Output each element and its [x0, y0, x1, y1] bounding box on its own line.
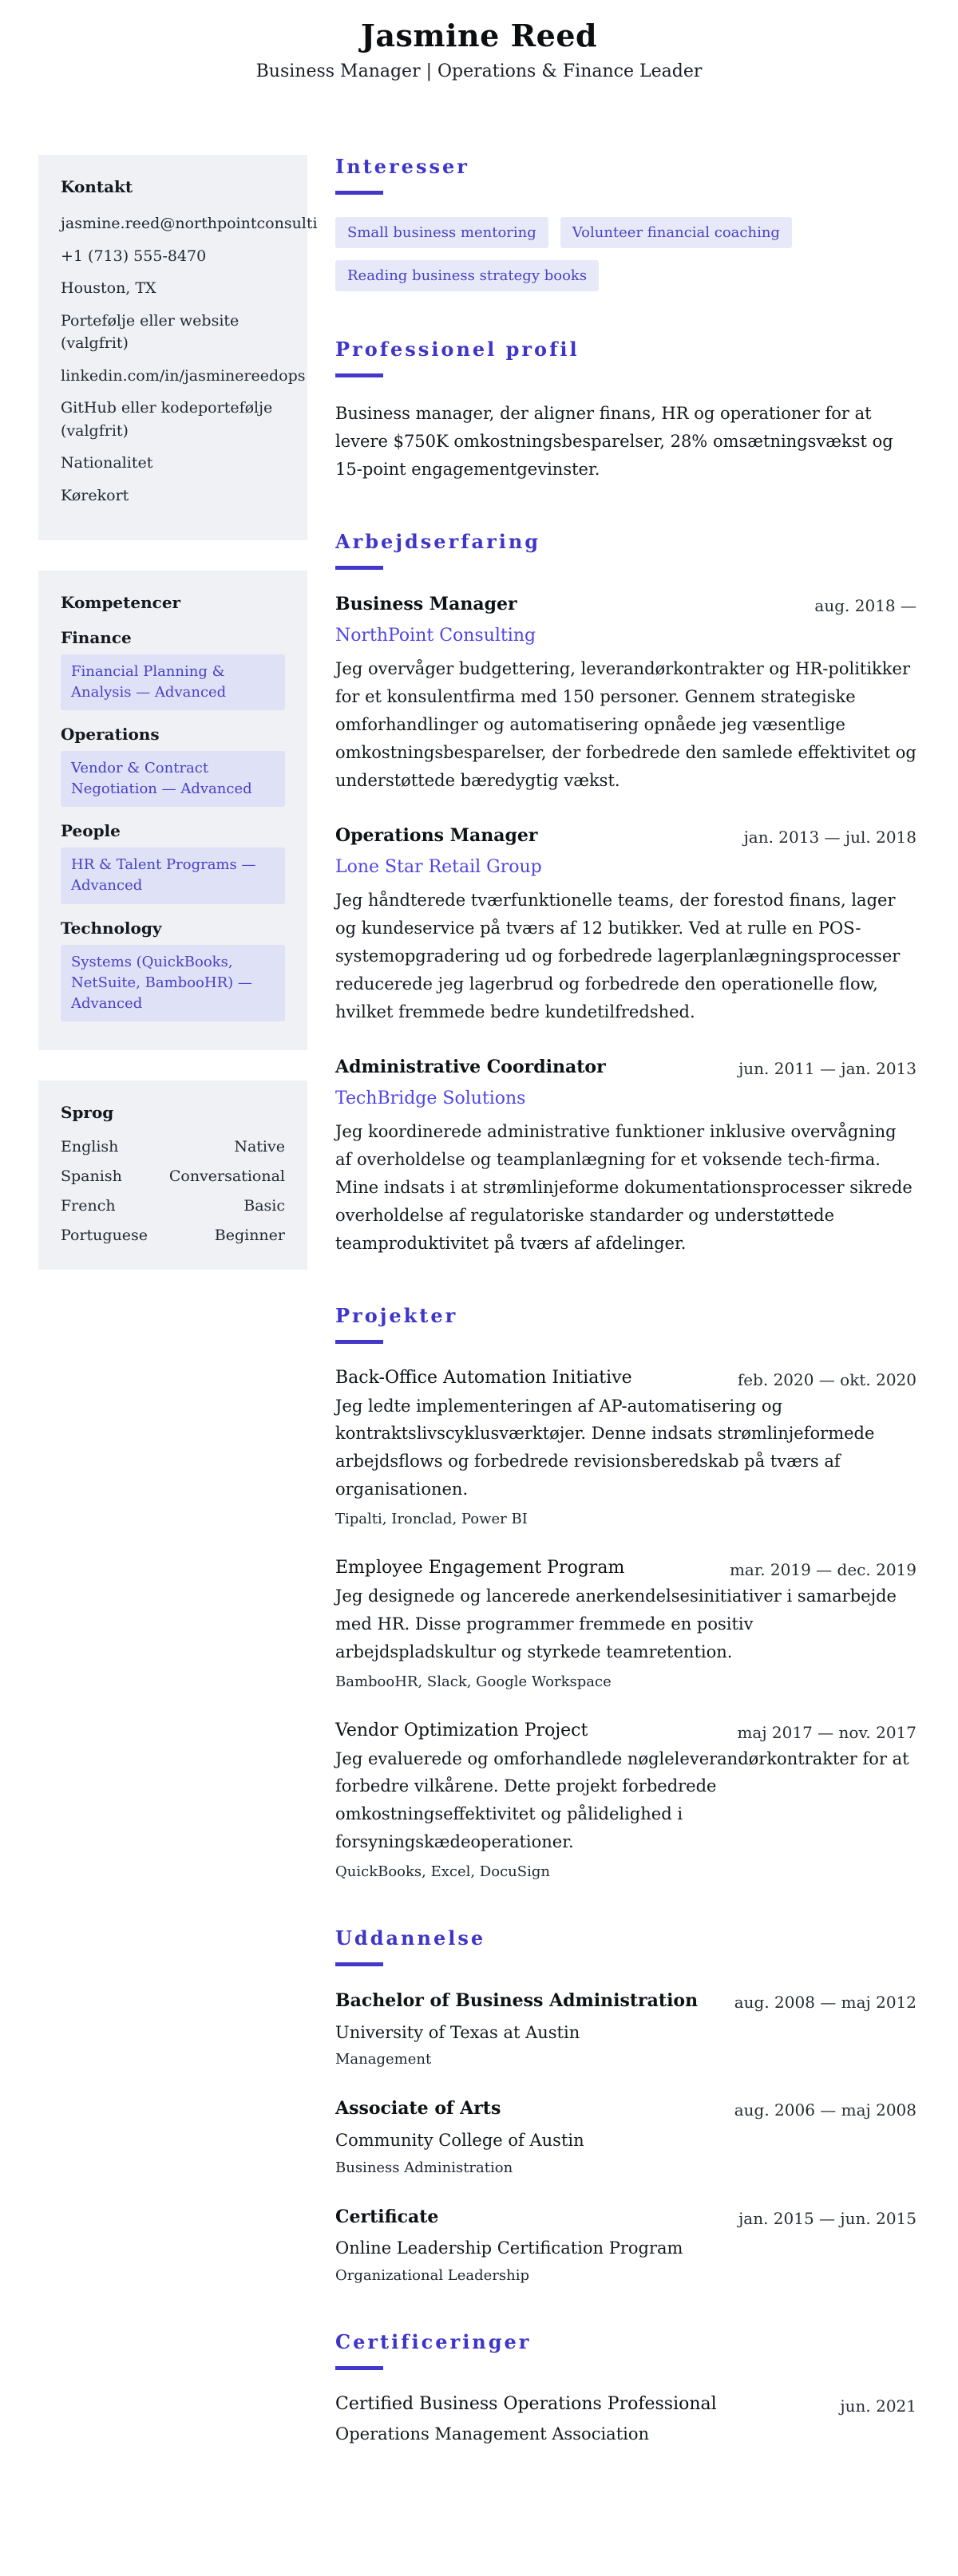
- project-title: Back-Office Automation Initiative: [335, 1367, 632, 1388]
- field-of-study: Management: [335, 2051, 432, 2068]
- contact-drivers-license: Kørekort: [61, 486, 129, 504]
- experience-heading: Arbejdserfaring: [335, 529, 541, 553]
- project-dates: feb. 2020 — okt. 2020: [737, 1369, 916, 1389]
- language-row: [61, 1167, 285, 1185]
- skill-group: [61, 725, 285, 807]
- education-details: [335, 2096, 584, 2175]
- project-description: Jeg designede og lancerede anerkendelsesinitiativer i samarbejde med HR. Disse programmer fremmede en positiv arbejdspladskultur og styrkede teamretention.: [335, 1586, 897, 1661]
- profile-heading: Professionel profil: [335, 338, 580, 361]
- degree-name: Associate of Arts: [335, 2098, 501, 2120]
- section-education: [335, 1926, 916, 2284]
- language-level: Native: [234, 1137, 285, 1156]
- education-heading: Uddannelse: [335, 1926, 486, 1950]
- section-underline: [335, 1962, 383, 1966]
- certification-name: Certified Business Operations Professional: [335, 2393, 717, 2414]
- language-row: [61, 1197, 285, 1215]
- language-row: [61, 1227, 285, 1244]
- skill-category: People: [61, 821, 121, 841]
- languages-box: [38, 1081, 307, 1270]
- job-entry: [335, 824, 916, 1026]
- person-name: Jasmine Reed: [360, 18, 598, 53]
- project-dates: mar. 2019 — dec. 2019: [729, 1559, 916, 1579]
- contact-linkedin[interactable]: linkedin.com/in/jasminereedops: [61, 366, 306, 385]
- job-title: Operations Manager: [335, 824, 538, 846]
- project-title: Employee Engagement Program: [335, 1557, 625, 1578]
- school-name: Online Leadership Certification Program: [335, 2238, 683, 2258]
- project-description: Jeg ledte implementeringen af AP-automatisering og kontraktslivscyklusværktøjer. Denne indsats strømlinjeformede arbejdsflows og forbedrede revisionsberedskab på tværs af organisationen.: [335, 1396, 875, 1499]
- job-dates: aug. 2018 —: [814, 595, 916, 615]
- education-details: [335, 1989, 698, 2068]
- section-certifications: [335, 2330, 916, 2444]
- project-tools: BambooHR, Slack, Google Workspace: [335, 1673, 612, 1690]
- projects-heading: Projekter: [335, 1303, 458, 1327]
- certification-date: jun. 2021: [840, 2396, 916, 2416]
- profile-text: Business manager, der aligner finans, HR og operationer for at levere $750K omkostningsbesparelser, 28% omsætningsvækst og 15-point engagementgevinster.: [335, 404, 893, 479]
- field-of-study: Business Administration: [335, 2159, 513, 2176]
- school-name: University of Texas at Austin: [335, 2022, 580, 2042]
- job-header: [335, 592, 916, 618]
- language-level: Conversational: [168, 1167, 285, 1185]
- language-level: Basic: [243, 1196, 285, 1215]
- project-description: Jeg evaluerede og omforhandlede nøgleleverandørkontrakter for at forbedre vilkårene. Dette projekt forbedrede omkostningseffektivitet og pålidelighed i forsyningskædeoperationer.: [335, 1748, 909, 1852]
- education-entry: [335, 1989, 916, 2068]
- project-header: [335, 1719, 916, 1745]
- interest-tag: Volunteer financial coaching: [560, 217, 792, 248]
- contact-email[interactable]: jasmine.reed@northpointconsulti: [61, 215, 318, 232]
- certification-issuer: Operations Management Association: [335, 2424, 650, 2444]
- contact-portfolio: Portefølje eller website (valgfrit): [61, 311, 240, 352]
- school-name: Community College of Austin: [335, 2131, 584, 2151]
- project-entry: [335, 1556, 916, 1690]
- skill-category: Finance: [61, 628, 132, 647]
- section-experience: [335, 530, 916, 1258]
- education-dates: jan. 2015 — jun. 2015: [738, 2208, 916, 2228]
- job-description: Jeg overvåger budgettering, leverandørkontrakter og HR-politikker for et konsulentfirma med 150 personer. Gennem strategiske omforhandlinger og automatisering opnåede jeg væsentlige omkostningsbesparelser, der forbedrede den samlede effektivitet og understøttede bæredygtig vækst.: [335, 659, 916, 790]
- job-entry: [335, 592, 916, 795]
- project-tools: QuickBooks, Excel, DocuSign: [335, 1863, 550, 1880]
- field-of-study: Organizational Leadership: [335, 2266, 530, 2284]
- language-name: French: [61, 1196, 116, 1215]
- skill-group: [61, 919, 285, 1021]
- company-link[interactable]: TechBridge Solutions: [335, 1088, 526, 1108]
- section-underline: [335, 1340, 383, 1344]
- contact-box: [38, 155, 318, 540]
- skill-group: [61, 821, 285, 903]
- resume-body: [0, 155, 958, 2546]
- main-column: [335, 155, 916, 2490]
- education-entry: [335, 2205, 916, 2284]
- project-header: [335, 1556, 916, 1582]
- education-header: [335, 1989, 916, 2068]
- person-title: Business Manager | Operations & Finance Leader: [255, 61, 703, 81]
- interests-heading: Interesser: [335, 155, 469, 178]
- project-title: Vendor Optimization Project: [335, 1720, 588, 1740]
- language-level: Beginner: [214, 1226, 285, 1244]
- skills-box: [38, 571, 307, 1050]
- contact-nationality: Nationalitet: [61, 454, 153, 472]
- education-header: [335, 2205, 916, 2284]
- certifications-heading: Certificeringer: [335, 2329, 532, 2353]
- interest-tags: [335, 217, 916, 291]
- project-entry: [335, 1366, 916, 1527]
- job-dates: jan. 2013 — jul. 2018: [743, 827, 916, 847]
- section-interests: [335, 155, 916, 291]
- languages-heading: Sprog: [61, 1102, 114, 1122]
- job-title: Administrative Coordinator: [335, 1056, 606, 1077]
- section-underline: [335, 566, 383, 570]
- section-underline: [335, 373, 383, 377]
- skill-category: Operations: [61, 725, 160, 745]
- language-row: [61, 1138, 285, 1156]
- skill-tag: HR & Talent Programs — Advanced: [61, 847, 285, 903]
- education-details: [335, 2205, 683, 2284]
- project-entry: [335, 1719, 916, 1880]
- project-tools: Tipalti, Ironclad, Power BI: [335, 1510, 528, 1527]
- section-underline: [335, 191, 383, 195]
- company-link[interactable]: NorthPoint Consulting: [335, 625, 536, 646]
- contact-github: GitHub eller kodeportefølje (valgfrit): [61, 399, 273, 440]
- contact-phone: +1 (713) 555-8470: [61, 247, 207, 265]
- job-header: [335, 1055, 916, 1081]
- education-header: [335, 2096, 916, 2175]
- degree-name: Certificate: [335, 2206, 439, 2227]
- skill-tag: Vendor & Contract Negotiation — Advanced: [61, 751, 285, 807]
- job-header: [335, 824, 916, 850]
- language-name: Portuguese: [61, 1226, 148, 1244]
- skills-heading: Kompetencer: [61, 593, 181, 612]
- education-entry: [335, 2096, 916, 2175]
- contact-heading: Kontakt: [61, 177, 133, 196]
- job-description: Jeg håndterede tværfunktionelle teams, der forestod finans, lager og kundeservice på tværs af 12 butikker. Ved at rulle en POS-systemopgradering ud og forbedrede lagerplanlægningsprocesser reducerede jeg lagerbrud og forbedrede den operationelle flow, hvilket fremmede bedre kundetilfredshed.: [335, 891, 901, 1021]
- language-name: English: [61, 1137, 119, 1156]
- project-header: [335, 1366, 916, 1393]
- contact-location: Houston, TX: [61, 279, 156, 297]
- certification-entry: [335, 2392, 916, 2444]
- degree-name: Bachelor of Business Administration: [335, 1989, 699, 2011]
- language-name: Spanish: [61, 1167, 122, 1185]
- education-dates: aug. 2008 — maj 2012: [734, 1992, 916, 2012]
- skill-tag: Financial Planning & Analysis — Advanced: [61, 654, 285, 710]
- section-underline: [335, 2366, 383, 2370]
- sidebar: [38, 155, 318, 1300]
- section-profile: [335, 338, 916, 484]
- skill-tag: Systems (QuickBooks, NetSuite, BambooHR) — Advanced: [61, 945, 285, 1021]
- job-entry: [335, 1055, 916, 1258]
- company-link[interactable]: Lone Star Retail Group: [335, 856, 542, 877]
- interest-tag: Small business mentoring: [335, 217, 548, 248]
- job-title: Business Manager: [335, 593, 517, 614]
- job-dates: jun. 2011 — jan. 2013: [738, 1058, 916, 1078]
- skill-category: Technology: [61, 918, 162, 938]
- project-dates: maj 2017 — nov. 2017: [737, 1722, 916, 1742]
- interest-tag: Reading business strategy books: [335, 260, 599, 291]
- education-dates: aug. 2006 — maj 2008: [734, 2100, 916, 2120]
- section-projects: [335, 1304, 916, 1880]
- certification-header: [335, 2392, 916, 2419]
- skill-group: [61, 628, 285, 710]
- job-description: Jeg koordinerede administrative funktioner inklusive overvågning af overholdelse og teamplanlægning for et voksende tech-firma. Mine indsats i at strømlinjeforme dokumentationsprocesser sikrede overholdelse af regulatoriske standarder og understøttede teamproduktivitet på tværs af afdelinger.: [335, 1122, 912, 1253]
- resume-header: [0, 0, 958, 81]
